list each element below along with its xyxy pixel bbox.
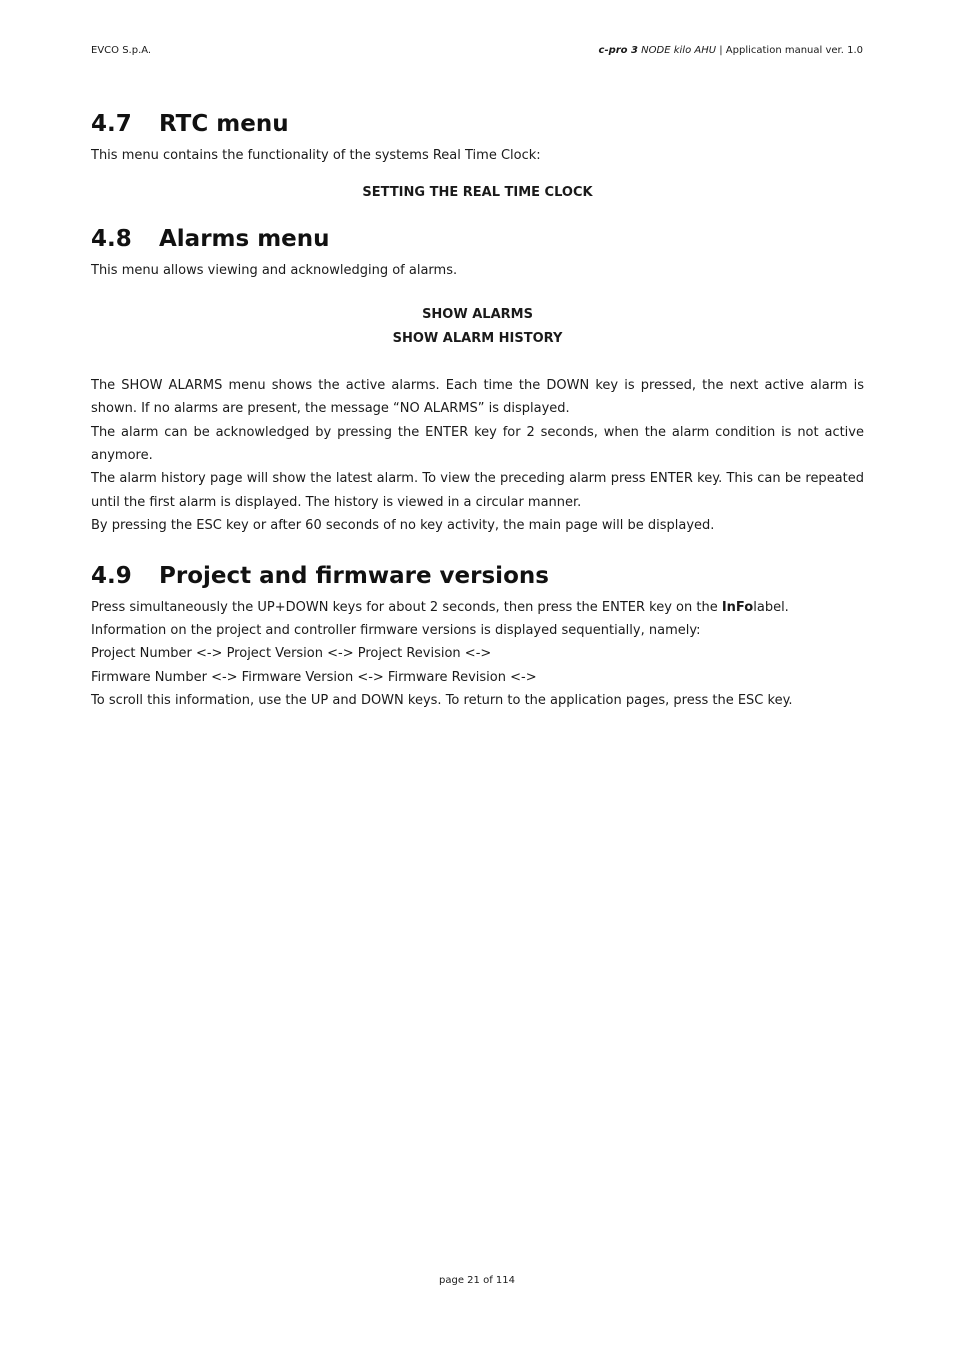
header-product-name: c-pro 3 (598, 45, 638, 56)
versions-sequence-firmware: Firmware Number <-> Firmware Version <-> Firmware Revision <-> (91, 669, 537, 685)
page-number: page 21 of 114 (439, 1275, 515, 1286)
alarms-paragraph: The alarm history page will show the latest alarm. To view the preceding alarm press ENTER key. This can be repeated until the first alarm is displayed. The history is viewed in a circular manner. (91, 471, 864, 510)
header-product-model: NODE kilo AHU (638, 45, 717, 56)
versions-paragraph (91, 596, 864, 619)
versions-sequence-project: Project Number <-> Project Version <-> Project Revision <-> (91, 646, 492, 662)
alarms-paragraph: By pressing the ESC key or after 60 seconds of no key activity, the main page will be displayed. (91, 518, 715, 534)
section-heading-versions (91, 560, 864, 592)
page-content (91, 108, 864, 713)
alarms-intro: This menu allows viewing and acknowledging of alarms. (91, 263, 458, 279)
header-company: EVCO S.p.A. (91, 45, 152, 56)
alarms-menu-item-show: SHOW ALARMS (422, 306, 533, 322)
info-label-name: InFo (721, 599, 754, 615)
alarms-menu-item-history: SHOW ALARM HISTORY (392, 330, 563, 346)
header-manual-version: | Application manual ver. 1.0 (716, 45, 863, 56)
header-manual-title (599, 45, 863, 56)
alarms-paragraph: The alarm can be acknowledged by pressing the ENTER key for 2 seconds, when the alarm condition is not active anymore. (91, 424, 864, 464)
versions-paragraph: To scroll this information, use the UP and DOWN keys. To return to the application pages, press the ESC key. (91, 693, 793, 709)
versions-paragraph: Information on the project and controller firmware versions is displayed sequentially, namely: (91, 623, 701, 639)
section-heading-alarms (91, 223, 864, 255)
section-number: 4.7 (91, 111, 132, 137)
rtc-intro: This menu contains the functionality of the systems Real Time Clock: (91, 148, 541, 163)
versions-text: label. (753, 599, 789, 615)
section-heading-rtc (91, 108, 864, 140)
section-title: RTC menu (159, 111, 289, 137)
section-number: 4.8 (91, 226, 132, 253)
section-title: Project and firmware versions (159, 562, 549, 589)
rtc-menu-item: SETTING THE REAL TIME CLOCK (362, 185, 593, 201)
alarms-paragraph: The SHOW ALARMS menu shows the active alarms. Each time the DOWN key is pressed, the next active alarm is shown. If no alarms are present, the message “NO ALARMS” is displayed. (91, 377, 864, 417)
section-number: 4.9 (91, 562, 132, 589)
versions-text: Press simultaneously the UP+DOWN keys for about 2 seconds, then press the ENTER key on the (91, 599, 722, 615)
section-title: Alarms menu (159, 226, 330, 253)
